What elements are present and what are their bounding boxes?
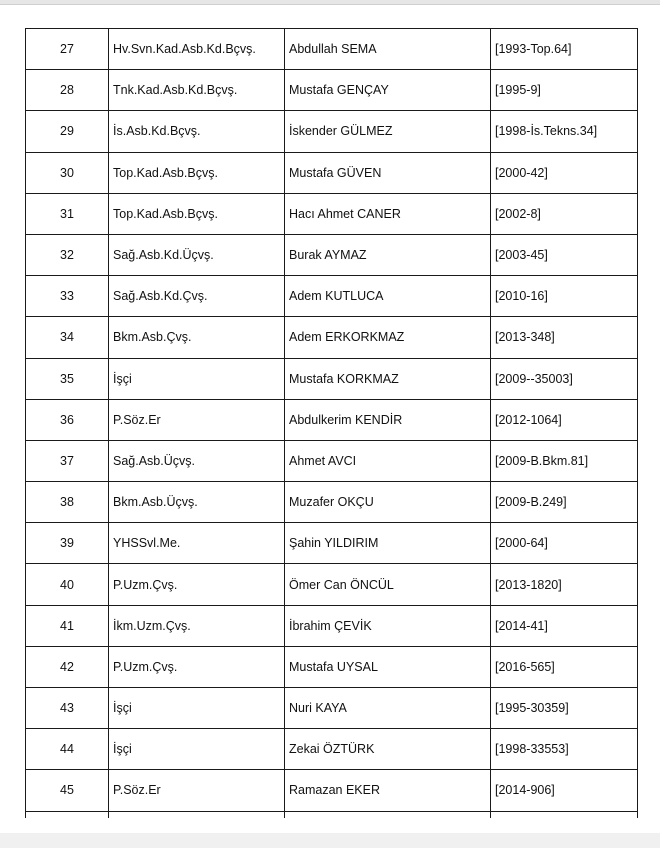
name-cell: Hacı Ahmet CANER (285, 193, 491, 234)
row-number: 36 (26, 399, 109, 440)
row-number: 40 (26, 564, 109, 605)
table-row (26, 482, 638, 523)
row-number: 32 (26, 234, 109, 275)
table-row (26, 564, 638, 605)
reference-cell: [2009-B.Bkm.81] (491, 440, 638, 481)
name-cell: Ramazan EKER (285, 770, 491, 811)
table-row (26, 317, 638, 358)
row-number: 34 (26, 317, 109, 358)
name-cell: Adem ERKORKMAZ (285, 317, 491, 358)
name-cell: Mustafa GENÇAY (285, 70, 491, 111)
empty-cell (109, 811, 285, 818)
reference-cell: [2003-45] (491, 234, 638, 275)
row-number: 33 (26, 276, 109, 317)
reference-cell: [2009-B.249] (491, 482, 638, 523)
table-row (26, 399, 638, 440)
rank-cell: İşçi (109, 688, 285, 729)
name-cell: Burak AYMAZ (285, 234, 491, 275)
row-number: 35 (26, 358, 109, 399)
row-number: 41 (26, 605, 109, 646)
personnel-table-body (26, 29, 638, 818)
name-cell: Nuri KAYA (285, 688, 491, 729)
name-cell: Ahmet AVCI (285, 440, 491, 481)
empty-cell (491, 811, 638, 818)
table-row (26, 729, 638, 770)
bottom-scroll-band (0, 833, 660, 848)
reference-cell: [2014-906] (491, 770, 638, 811)
empty-cell (26, 811, 109, 818)
row-number: 29 (26, 111, 109, 152)
rank-cell: Bkm.Asb.Çvş. (109, 317, 285, 358)
table-row (26, 276, 638, 317)
table-row (26, 523, 638, 564)
name-cell: Şahin YILDIRIM (285, 523, 491, 564)
row-number: 39 (26, 523, 109, 564)
reference-cell: [1998-İs.Tekns.34] (491, 111, 638, 152)
reference-cell: [2002-8] (491, 193, 638, 234)
table-row (26, 358, 638, 399)
rank-cell: İşçi (109, 358, 285, 399)
name-cell: İskender GÜLMEZ (285, 111, 491, 152)
reference-cell: [2014-41] (491, 605, 638, 646)
rank-cell: P.Uzm.Çvş. (109, 646, 285, 687)
row-number: 42 (26, 646, 109, 687)
reference-cell: [2009--35003] (491, 358, 638, 399)
rank-cell: İkm.Uzm.Çvş. (109, 605, 285, 646)
name-cell: İbrahim ÇEVİK (285, 605, 491, 646)
rank-cell: Bkm.Asb.Üçvş. (109, 482, 285, 523)
table-row (26, 234, 638, 275)
rank-cell: İşçi (109, 729, 285, 770)
reference-cell: [1995-30359] (491, 688, 638, 729)
name-cell: Adem KUTLUCA (285, 276, 491, 317)
table-row (26, 70, 638, 111)
name-cell: Zekai ÖZTÜRK (285, 729, 491, 770)
rank-cell: P.Uzm.Çvş. (109, 564, 285, 605)
reference-cell: [2012-1064] (491, 399, 638, 440)
table-row (26, 193, 638, 234)
rank-cell: Sağ.Asb.Kd.Üçvş. (109, 234, 285, 275)
rank-cell: YHSSvl.Me. (109, 523, 285, 564)
reference-cell: [2016-565] (491, 646, 638, 687)
reference-cell: [2000-64] (491, 523, 638, 564)
rank-cell: Top.Kad.Asb.Bçvş. (109, 193, 285, 234)
name-cell: Abdulkerim KENDİR (285, 399, 491, 440)
rank-cell: P.Söz.Er (109, 770, 285, 811)
table-row (26, 770, 638, 811)
row-number: 27 (26, 29, 109, 70)
reference-cell: [1998-33553] (491, 729, 638, 770)
table-row (26, 440, 638, 481)
row-number: 30 (26, 152, 109, 193)
row-number: 45 (26, 770, 109, 811)
table-row (26, 29, 638, 70)
rank-cell: İs.Asb.Kd.Bçvş. (109, 111, 285, 152)
row-number: 44 (26, 729, 109, 770)
row-number: 37 (26, 440, 109, 481)
reference-cell: [2010-16] (491, 276, 638, 317)
rank-cell: Sağ.Asb.Kd.Çvş. (109, 276, 285, 317)
empty-cell (285, 811, 491, 818)
table-row (26, 646, 638, 687)
row-number: 38 (26, 482, 109, 523)
table-row (26, 605, 638, 646)
reference-cell: [1995-9] (491, 70, 638, 111)
name-cell: Muzafer OKÇU (285, 482, 491, 523)
reference-cell: [2013-348] (491, 317, 638, 358)
name-cell: Abdullah SEMA (285, 29, 491, 70)
table-row (26, 111, 638, 152)
name-cell: Mustafa UYSAL (285, 646, 491, 687)
reference-cell: [2013-1820] (491, 564, 638, 605)
name-cell: Mustafa GÜVEN (285, 152, 491, 193)
rank-cell: Sağ.Asb.Üçvş. (109, 440, 285, 481)
name-cell: Mustafa KORKMAZ (285, 358, 491, 399)
row-number: 28 (26, 70, 109, 111)
table-row-partial (26, 811, 638, 818)
table-row (26, 152, 638, 193)
table-row (26, 688, 638, 729)
reference-cell: [2000-42] (491, 152, 638, 193)
rank-cell: Tnk.Kad.Asb.Kd.Bçvş. (109, 70, 285, 111)
name-cell: Ömer Can ÖNCÜL (285, 564, 491, 605)
personnel-table (25, 28, 638, 818)
top-divider (0, 0, 660, 5)
rank-cell: Top.Kad.Asb.Bçvş. (109, 152, 285, 193)
row-number: 31 (26, 193, 109, 234)
rank-cell: P.Söz.Er (109, 399, 285, 440)
reference-cell: [1993-Top.64] (491, 29, 638, 70)
row-number: 43 (26, 688, 109, 729)
rank-cell: Hv.Svn.Kad.Asb.Kd.Bçvş. (109, 29, 285, 70)
